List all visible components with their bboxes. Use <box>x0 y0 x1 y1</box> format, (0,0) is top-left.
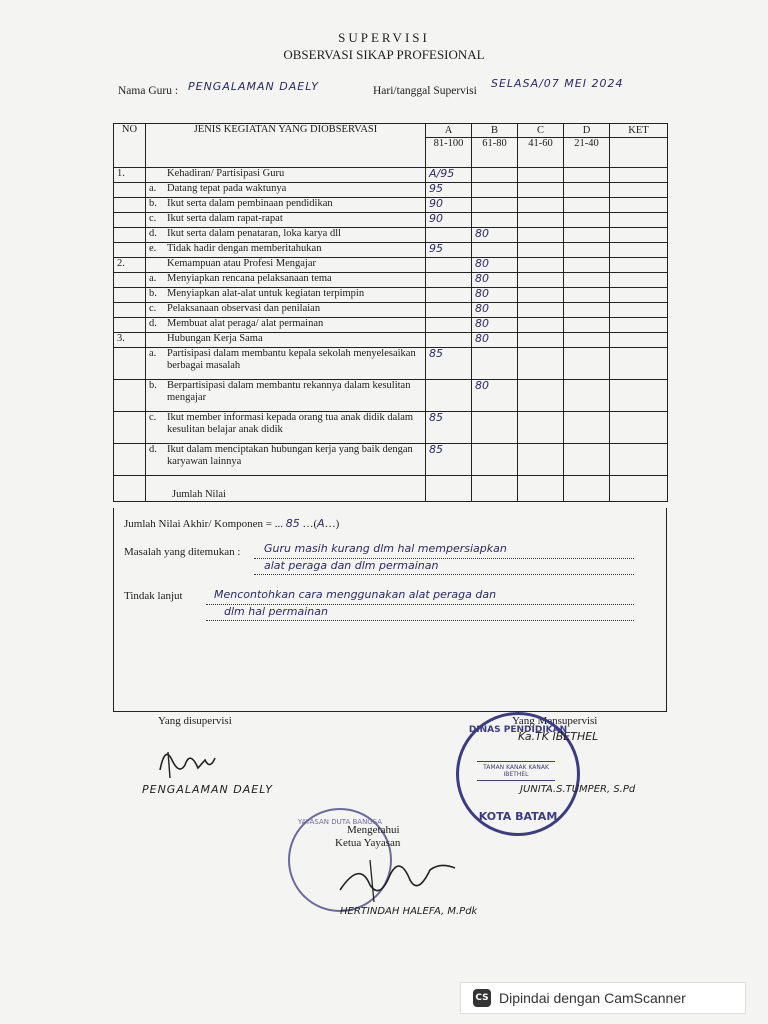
row-score-c <box>518 213 564 228</box>
problem-text-2: alat peraga dan dlm permainan <box>264 559 439 572</box>
row-score-d <box>564 348 610 380</box>
row-score-c <box>518 333 564 348</box>
row-no <box>114 273 146 288</box>
row-no <box>114 380 146 412</box>
table-row <box>114 348 668 380</box>
table-row <box>114 183 668 198</box>
row-score-b: 80 <box>472 380 518 412</box>
row-score-d <box>564 168 610 183</box>
row-score-a: 90 <box>426 213 472 228</box>
row-score-c <box>518 318 564 333</box>
row-score-a <box>426 288 472 303</box>
total-a-cell <box>426 476 472 502</box>
final-label: Jumlah Nilai Akhir/ Komponen = ... <box>124 518 283 530</box>
header-activity: JENIS KEGIATAN YANG DIOBSERVASI <box>146 124 426 168</box>
teacher-name: PENGALAMAN DAELY <box>188 80 319 93</box>
table-row <box>114 444 668 476</box>
row-score-d <box>564 303 610 318</box>
row-letter: d. <box>149 444 157 455</box>
row-letter: b. <box>149 380 157 391</box>
followup-text-1: Mencontohkan cara menggunakan alat peraga dan <box>214 588 497 601</box>
row-ket <box>610 243 668 258</box>
header-ket: KET <box>610 124 668 138</box>
observation-table <box>113 123 668 502</box>
row-score-a <box>426 258 472 273</box>
row-letter <box>149 258 167 270</box>
row-score-b: 80 <box>472 288 518 303</box>
row-no <box>114 412 146 444</box>
teacher-label: Nama Guru : <box>118 85 179 97</box>
row-score-d <box>564 243 610 258</box>
final-value: 85 <box>285 517 300 530</box>
row-score-b <box>472 183 518 198</box>
header-c-range: 41-60 <box>518 138 564 168</box>
row-score-c <box>518 380 564 412</box>
row-ket <box>610 228 668 243</box>
header-c: C <box>518 124 564 138</box>
row-score-c <box>518 412 564 444</box>
row-score-c <box>518 303 564 318</box>
row-score-c <box>518 243 564 258</box>
row-text: Tidak hadir dengan memberitahukan <box>167 243 322 254</box>
row-score-d <box>564 258 610 273</box>
row-score-b: 80 <box>472 258 518 273</box>
row-score-b <box>472 198 518 213</box>
table-row <box>114 258 668 273</box>
row-score-a: 85 <box>426 348 472 380</box>
row-score-b: 80 <box>472 333 518 348</box>
supervised-name: PENGALAMAN DAELY <box>142 783 273 796</box>
row-no <box>114 348 146 380</box>
row-letter: c. <box>149 213 157 224</box>
date-label: Hari/tanggal Supervisi <box>373 85 477 97</box>
row-ket <box>610 380 668 412</box>
stamp2-text: YAYASAN DUTA BANGSA <box>297 818 383 826</box>
row-score-a: 95 <box>426 243 472 258</box>
row-no <box>114 318 146 333</box>
row-ket <box>610 168 668 183</box>
row-score-a: 85 <box>426 444 472 476</box>
row-activity <box>146 198 426 213</box>
row-score-d <box>564 288 610 303</box>
row-score-b <box>472 348 518 380</box>
row-ket <box>610 318 668 333</box>
row-score-d <box>564 318 610 333</box>
total-d-cell <box>564 476 610 502</box>
row-activity <box>146 273 426 288</box>
row-activity <box>146 318 426 333</box>
row-ket <box>610 348 668 380</box>
row-ket <box>610 444 668 476</box>
row-letter <box>149 333 167 345</box>
row-letter: c. <box>149 303 157 314</box>
row-text: Membuat alat peraga/ alat permainan <box>167 318 324 329</box>
row-text: Ikut serta dalam penataran, loka karya dll <box>167 228 342 239</box>
problem-text-1: Guru masih kurang dlm hal mempersiapkan <box>264 542 507 555</box>
followup-label: Tindak lanjut <box>124 590 183 602</box>
row-activity <box>146 333 426 348</box>
final-grade: A <box>317 517 325 530</box>
row-ket <box>610 213 668 228</box>
row-score-b <box>472 168 518 183</box>
acknowledge-name: HERTINDAH HALEFA, M.Pdk <box>340 906 478 917</box>
scanner-text: Dipindai dengan CamScanner <box>499 990 686 1006</box>
total-c-cell <box>518 476 564 502</box>
row-text: Ikut member informasi kepada orang tua anak didik dalam kesulitan belajar anak didik <box>167 412 414 435</box>
table-row <box>114 288 668 303</box>
row-score-d <box>564 228 610 243</box>
row-ket <box>610 412 668 444</box>
row-score-b <box>472 213 518 228</box>
row-score-a <box>426 380 472 412</box>
supervised-label: Yang disupervisi <box>158 715 232 727</box>
row-score-b: 80 <box>472 228 518 243</box>
row-no <box>114 228 146 243</box>
total-label: Jumlah Nilai <box>146 476 426 502</box>
row-letter: d. <box>149 228 157 239</box>
row-score-d <box>564 183 610 198</box>
table-row <box>114 243 668 258</box>
row-score-a <box>426 333 472 348</box>
row-score-b: 80 <box>472 318 518 333</box>
row-score-d <box>564 380 610 412</box>
row-no <box>114 303 146 318</box>
row-score-d <box>564 333 610 348</box>
row-text: Menyiapkan rencana pelaksanaan tema <box>167 273 332 284</box>
row-score-a: 90 <box>426 198 472 213</box>
row-activity <box>146 444 426 476</box>
row-letter: a. <box>149 273 157 284</box>
table-row <box>114 380 668 412</box>
row-score-a <box>426 273 472 288</box>
row-activity <box>146 228 426 243</box>
row-text: Kemampuan atau Profesi Mengajar <box>167 258 316 269</box>
stamp1-center: TAMAN KANAK KANAK IBETHEL <box>477 761 555 781</box>
table-row <box>114 412 668 444</box>
row-score-a: A/95 <box>426 168 472 183</box>
row-ket <box>610 198 668 213</box>
row-ket <box>610 273 668 288</box>
row-activity <box>146 213 426 228</box>
row-text: Hubungan Kerja Sama <box>167 333 263 344</box>
supervisor-label: Yang Mensupervisi <box>512 715 598 727</box>
header-d-range: 21-40 <box>564 138 610 168</box>
document-title: SUPERVISI <box>338 30 430 45</box>
row-text: Pelaksanaan observasi dan penilaian <box>167 303 321 314</box>
header-b: B <box>472 124 518 138</box>
row-score-a <box>426 318 472 333</box>
row-score-b <box>472 412 518 444</box>
row-letter: e. <box>149 243 157 254</box>
header-ket-blank <box>610 138 668 168</box>
row-ket <box>610 333 668 348</box>
row-score-c <box>518 348 564 380</box>
row-letter: a. <box>149 183 157 194</box>
row-activity <box>146 183 426 198</box>
row-score-c <box>518 273 564 288</box>
row-activity <box>146 348 426 380</box>
summary-box <box>113 508 667 712</box>
row-score-d <box>564 273 610 288</box>
row-activity <box>146 303 426 318</box>
acknowledge-label: Mengetahui <box>347 824 400 836</box>
row-no <box>114 243 146 258</box>
row-no: 3. <box>114 333 146 348</box>
row-score-a: 85 <box>426 412 472 444</box>
row-no: 1. <box>114 168 146 183</box>
row-activity <box>146 258 426 273</box>
row-score-b <box>472 444 518 476</box>
row-activity <box>146 380 426 412</box>
stamp1-outer-top: DINAS PENDIDIKAN <box>468 725 568 735</box>
row-score-c <box>518 183 564 198</box>
row-score-d <box>564 412 610 444</box>
row-score-b: 80 <box>472 273 518 288</box>
scanner-watermark <box>460 982 746 1014</box>
row-score-a <box>426 228 472 243</box>
row-score-d <box>564 444 610 476</box>
row-activity <box>146 168 426 183</box>
table-row <box>114 213 668 228</box>
row-score-d <box>564 213 610 228</box>
table-row <box>114 168 668 183</box>
row-score-c <box>518 444 564 476</box>
total-no-cell <box>114 476 146 502</box>
row-ket <box>610 288 668 303</box>
header-b-range: 61-80 <box>472 138 518 168</box>
supervisor-title: Ka.TK IBETHEL <box>518 730 599 743</box>
row-ket <box>610 303 668 318</box>
row-activity <box>146 288 426 303</box>
row-letter: b. <box>149 288 157 299</box>
header-no: NO <box>114 124 146 168</box>
row-no <box>114 198 146 213</box>
table-row <box>114 228 668 243</box>
row-score-d <box>564 198 610 213</box>
row-text: Berpartisipasi dalam membantu rekannya dalam kesulitan mengajar <box>167 380 411 403</box>
camscanner-icon: CS <box>473 989 491 1007</box>
row-text: Menyiapkan alat-alat untuk kegiatan terpimpin <box>167 288 365 299</box>
total-b-cell <box>472 476 518 502</box>
table-row <box>114 198 668 213</box>
acknowledge-role: Ketua Yayasan <box>335 837 401 849</box>
row-letter: b. <box>149 198 157 209</box>
row-score-c <box>518 168 564 183</box>
total-ket-cell <box>610 476 668 502</box>
row-activity <box>146 412 426 444</box>
header-d: D <box>564 124 610 138</box>
row-score-b: 80 <box>472 303 518 318</box>
row-activity <box>146 243 426 258</box>
row-score-a: 95 <box>426 183 472 198</box>
row-score-c <box>518 198 564 213</box>
row-score-b <box>472 243 518 258</box>
followup-text-2: dlm hal permainan <box>224 605 328 618</box>
row-text: Ikut dalam menciptakan hubungan kerja yang baik dengan karyawan lainnya <box>167 444 413 467</box>
row-text: Ikut serta dalam rapat-rapat <box>167 213 283 224</box>
row-letter: c. <box>149 412 157 423</box>
date-value: SELASA/07 MEI 2024 <box>491 77 624 90</box>
table-row <box>114 318 668 333</box>
document-subtitle: OBSERVASI SIKAP PROFESIONAL <box>283 47 485 62</box>
stamp1-outer-bottom: KOTA BATAM <box>478 810 558 823</box>
row-no: 2. <box>114 258 146 273</box>
row-letter: a. <box>149 348 157 359</box>
supervisor-name: JUNITA.S.TUMPER, S.Pd <box>520 784 636 795</box>
row-ket <box>610 258 668 273</box>
table-row <box>114 303 668 318</box>
row-text: Partisipasi dalam membantu kepala sekolah menyelesaikan berbagai masalah <box>167 348 416 371</box>
row-letter <box>149 168 167 180</box>
row-no <box>114 288 146 303</box>
row-text: Datang tepat pada waktunya <box>167 183 287 194</box>
table-row <box>114 273 668 288</box>
acknowledge-signature <box>330 850 470 908</box>
row-score-c <box>518 258 564 273</box>
final-score-line: Jumlah Nilai Akhir/ Komponen = ... 85 …(A…) <box>124 517 340 530</box>
row-text: Ikut serta dalam pembinaan pendidikan <box>167 198 333 209</box>
row-score-c <box>518 228 564 243</box>
supervised-signature <box>150 740 220 785</box>
row-no <box>114 183 146 198</box>
row-text: Kehadiran/ Partisipasi Guru <box>167 168 285 179</box>
row-score-a <box>426 303 472 318</box>
header-a-range: 81-100 <box>426 138 472 168</box>
row-score-c <box>518 288 564 303</box>
row-letter: d. <box>149 318 157 329</box>
problem-label: Masalah yang ditemukan : <box>124 546 241 558</box>
row-no <box>114 444 146 476</box>
row-ket <box>610 183 668 198</box>
table-row <box>114 333 668 348</box>
row-no <box>114 213 146 228</box>
header-a: A <box>426 124 472 138</box>
